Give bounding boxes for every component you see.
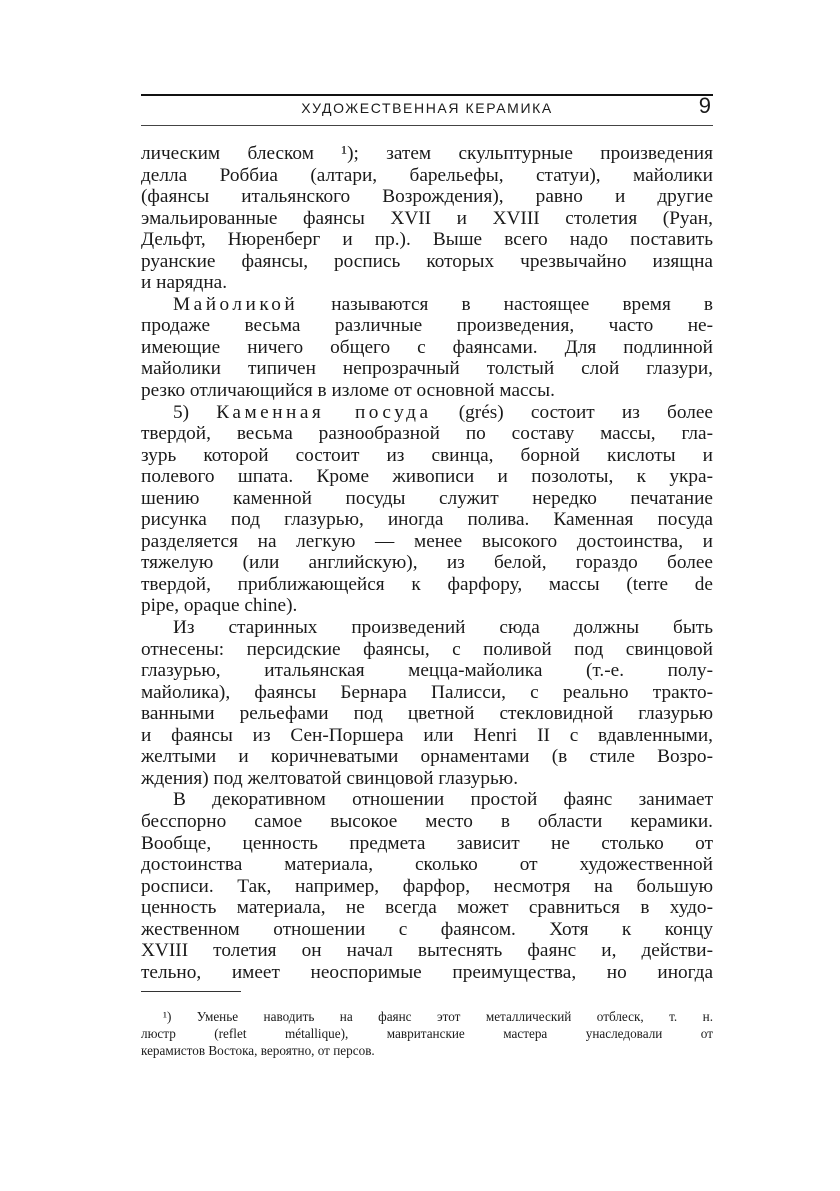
spaced-term: Майоликой <box>173 293 299 315</box>
text-line: XVIII толетия он начал вытеснять фаянс и, действи- <box>141 940 713 962</box>
text-line: майолика), фаянсы Бернара Палисси, с реально тракто- <box>141 681 713 703</box>
text-line: руанские фаянсы, роспись которых чрезвычайно изящна <box>141 250 713 272</box>
text-line: pipe, opaque chine). <box>141 595 298 617</box>
text-line: твердой, приближающейся к фарфору, массы (terre de <box>141 573 713 595</box>
text-line <box>141 402 713 424</box>
text-line: зурь которой состоит из свинца, борной кислоты и <box>141 444 713 466</box>
running-title: ХУДОЖЕСТВЕННАЯ КЕРАМИКА <box>301 100 553 116</box>
text-line: разделяется на легкую — менее высокого достоинства, и <box>141 530 713 552</box>
footnote-rule <box>141 991 241 992</box>
text-line: и фаянсы из Сен-Поршера или Henri II с вдавленными, <box>141 724 713 746</box>
text-line: (фаянсы итальянского Возрождения), равно и другие <box>141 186 713 208</box>
text-line: ждения) под желтоватой свинцовой глазурью. <box>141 767 519 789</box>
text-line: имеющие ничего общего с фаянсами. Для подлинной <box>141 336 713 358</box>
text-line: шению каменной посуды служит нередко печатание <box>141 487 713 509</box>
paragraph-3 <box>141 402 713 617</box>
text-line: Дельфт, Нюренберг и пр.). Выше всего надо поставить <box>141 229 713 251</box>
text-line: ценность материала, не всегда может сравниться в худо- <box>141 897 713 919</box>
text-line: твердой, весьма разнообразной по составу массы, гла- <box>141 423 713 445</box>
text-line: тяжелую (или английскую), из белой, гораздо более <box>141 552 713 574</box>
paragraph-4 <box>141 617 713 789</box>
footnote-line: люстр (reflet métallique), мавританские мастера унаследовали от <box>141 1026 713 1041</box>
text-line: Из старинных произведений сюда должны быть <box>173 617 713 639</box>
text-line: глазурью, итальянская мецца-майолика (т.-е. полу- <box>141 660 713 682</box>
list-number: 5) <box>173 401 190 423</box>
text-line: резко отличающийся в изломе от основной массы. <box>141 380 555 402</box>
text-line: полевого шпата. Кроме живописи и позолоты, к укра- <box>141 466 713 488</box>
text-line: и нарядна. <box>141 272 228 294</box>
footnote <box>141 1008 713 1059</box>
text-fragment: (grés) состоит из более <box>458 401 713 423</box>
text-line: достоинства материала, сколько от художественной <box>141 854 713 876</box>
text-line: делла Роббиа (алтари, барельефы, статуи), майолики <box>141 164 713 186</box>
footnote-line: ¹) Уменье наводить на фаянс этот металлический отблеск, т. н. <box>163 1009 713 1024</box>
running-head <box>141 93 713 122</box>
text-line: тельно, имеет неоспоримые преимущества, но иногда <box>141 961 713 983</box>
text-line: В декоративном отношении простой фаянс занимает <box>173 789 713 811</box>
text-line: жественном отношении с фаянсом. Хотя к концу <box>141 918 713 940</box>
footnote-line: керамистов Востока, вероятно, от персов. <box>141 1043 375 1058</box>
text-line: продаже весьма различные произведения, часто не- <box>141 315 713 337</box>
text-line: майолики типичен непрозрачный толстый слой глазури, <box>141 358 713 380</box>
text-line: желтыми и коричневатыми орнаментами (в стиле Возро- <box>141 746 713 768</box>
spaced-term: Каменная посуда <box>216 401 432 423</box>
header-bottom-rule <box>141 125 713 126</box>
paragraph-1 <box>141 143 713 294</box>
text-line: рисунка под глазурью, иногда полива. Каменная посуда <box>141 509 713 531</box>
body-text <box>141 143 713 983</box>
text-line: отнесены: персидские фаянсы, с поливой под свинцовой <box>141 638 713 660</box>
text-line: ванными рельефами под цветной стекловидной глазурью <box>141 703 713 725</box>
paragraph-5 <box>141 789 713 983</box>
text-line: росписи. Так, например, фарфор, несмотря на большую <box>141 875 713 897</box>
text-line: эмальированные фаянсы XVII и XVIII столетия (Руан, <box>141 207 713 229</box>
text-line: лическим блеском ¹); затем скульптурные произведения <box>141 143 713 164</box>
text-line: бесспорно самое высокое место в области керамики. <box>141 810 713 832</box>
text-line: Вообще, ценность предмета зависит не столько от <box>141 832 713 854</box>
page-number: 9 <box>698 93 711 118</box>
paragraph-2 <box>141 294 713 402</box>
text-fragment: называются в настоящее время в <box>331 293 714 315</box>
text-line <box>141 294 713 316</box>
